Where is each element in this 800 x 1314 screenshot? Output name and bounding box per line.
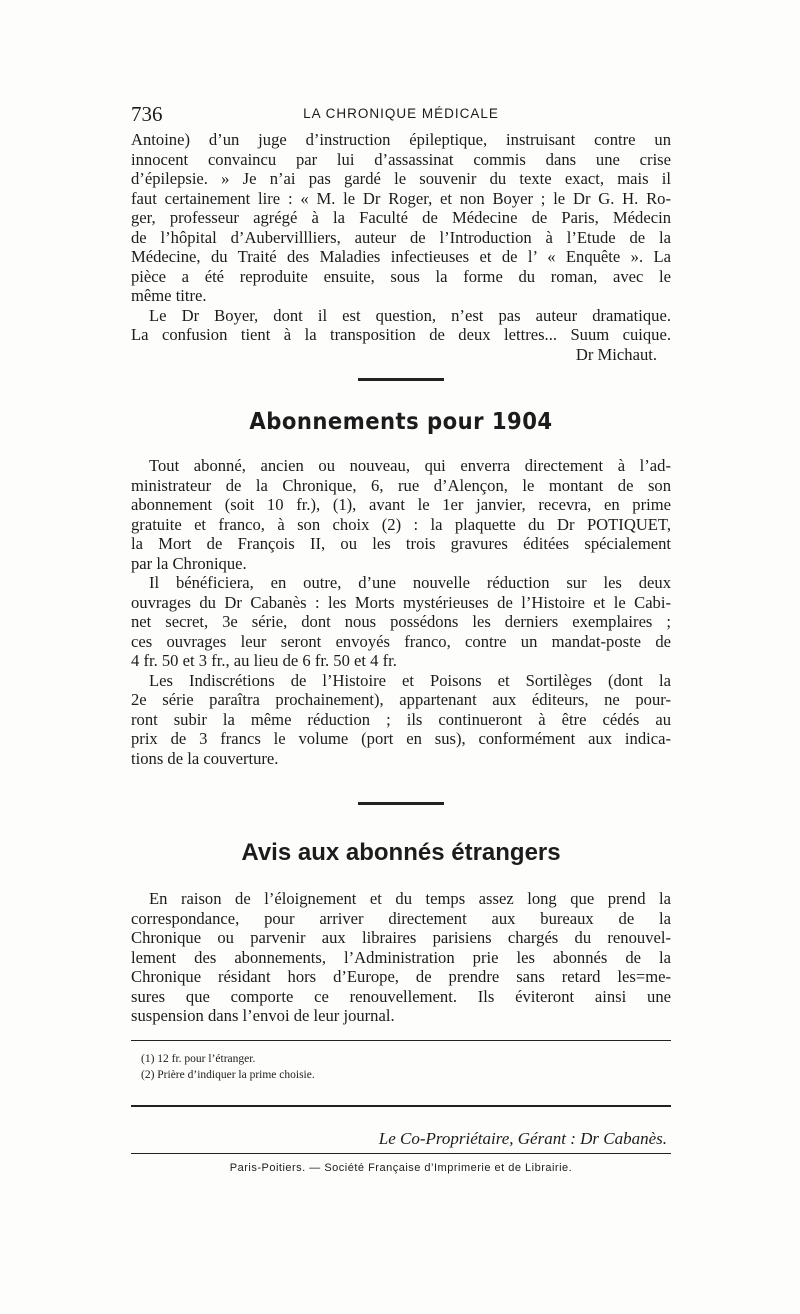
text-line: la Mort de François II, ou les trois gravures éditées spécialement — [131, 534, 671, 553]
text-line: Il bénéficiera, en outre, d’une nouvelle réduction sur les deux — [149, 573, 671, 592]
text-line: En raison de l’éloignement et du temps assez long que prend la — [149, 889, 671, 908]
text-line: faut certainement lire : « M. le Dr Roger, et non Boyer ; le Dr G. H. Ro- — [131, 188, 671, 208]
section-heading: Abonnements pour 1904 — [249, 409, 553, 435]
intro-paragraph — [131, 130, 671, 306]
text-line: ouvrages du Dr Cabanès : les Morts mystérieuses de l’Histoire et le Cabi- — [131, 592, 671, 612]
text-line: Chronique ou parvenir aux libraires parisiens chargés du renouvel- — [131, 928, 671, 947]
text-line: d’épilepsie. » Je n’ai pas gardé le souvenir du texte exact, mais il — [131, 169, 671, 188]
text-line: net secret, 3e série, dont nous possédons les derniers exemplaires ; — [131, 612, 671, 631]
subscription-paragraph-3 — [131, 671, 671, 769]
footnote: (2) Prière d’indiquer la prime choisie. — [141, 1069, 315, 1081]
page-header — [131, 100, 671, 130]
text-line: Médecine, du Traité des Maladies infectieuses et de l’ « Enquête ». La — [131, 247, 671, 266]
text-line: ger, professeur agrégé à la Faculté de Médecine de Paris, Médecin — [131, 208, 671, 227]
text-line: abonnement (soit 10 fr.), (1), avant le 1er janvier, recevra, en prime — [131, 495, 671, 514]
imprint-rule — [131, 1153, 671, 1155]
text-line: même titre. — [131, 286, 207, 305]
gerant-line: Le Co-Propriétaire, Gérant : Dr Cabanès. — [378, 1128, 667, 1148]
subscription-paragraph-1 — [131, 456, 671, 573]
text-line: suspension dans l’envoi de leur journal. — [131, 1006, 395, 1025]
text-line: ministrateur de la Chronique, 6, rue d’Alençon, le montant de son — [131, 475, 671, 495]
text-line: La confusion tient à la transposition de deux lettres... Suum cuique. — [131, 325, 671, 344]
text-line: ront subir la même réduction ; ils continueront à être cédés au — [131, 709, 671, 729]
intro-paragraph-2 — [131, 306, 671, 345]
text-line: de l’hôpital d’Aubervillliers, auteur de l’Introduction à l’Etude de la — [131, 227, 671, 247]
text-line: Chronique résidant hors d’Europe, de prendre sans retard les=me- — [131, 967, 671, 986]
section-divider — [358, 802, 444, 805]
document-page — [131, 100, 671, 1174]
running-title: LA CHRONIQUE MÉDICALE — [303, 106, 499, 121]
page-number: 736 — [131, 102, 163, 126]
text-line: innocent convaincu par lui d’assassinat commis dans une crise — [131, 149, 671, 169]
text-line: Les Indiscrétions de l’Histoire et Poisons et Sortilèges (dont la — [149, 670, 671, 690]
colophon-rule — [131, 1105, 671, 1107]
text-line: tions de la couverture. — [131, 748, 279, 768]
text-line: prix de 3 francs le volume (port en sus), conformément aux indica- — [131, 729, 671, 748]
foreign-subscribers-paragraph — [131, 889, 671, 1026]
text-line: 2e série paraîtra prochainement), appartenant aux éditeurs, ne pour- — [131, 690, 671, 709]
section-heading: Avis aux abonnés étrangers — [241, 839, 561, 866]
signature: Dr Michaut. — [575, 344, 657, 364]
subscription-paragraph-2 — [131, 573, 671, 671]
text-line: Antoine) d’un juge d’instruction épileptique, instruisant contre un — [131, 130, 671, 149]
text-line: sures que comporte ce renouvellement. Ils éviteront ainsi une — [131, 986, 671, 1006]
text-line: correspondance, pour arriver directement aux bureaux de la — [131, 908, 671, 928]
text-line: pièce a été reproduite ensuite, sous la forme du roman, avec le — [131, 266, 671, 286]
text-line: Le Dr Boyer, dont il est question, n’est pas auteur dramatique. — [149, 305, 671, 325]
text-line: Tout abonné, ancien ou nouveau, qui enverra directement à l’ad- — [149, 456, 671, 475]
text-line: 4 fr. 50 et 3 fr., au lieu de 6 fr. 50 et 4 fr. — [131, 651, 397, 670]
footnote: (1) 12 fr. pour l’étranger. — [141, 1053, 256, 1065]
text-line: par la Chronique. — [131, 553, 247, 573]
text-line: gratuite et franco, à son choix (2) : la plaquette du Dr POTIQUET, — [131, 514, 671, 534]
section-divider — [358, 378, 444, 381]
imprint: Paris-Poitiers. — Société Française d’Imprimerie et de Librairie. — [229, 1162, 573, 1174]
text-line: ces ouvrages leur seront envoyés franco, contre un mandat-poste de — [131, 631, 671, 651]
text-line: lement des abonnements, l’Administration prie les abonnés de la — [131, 947, 671, 967]
